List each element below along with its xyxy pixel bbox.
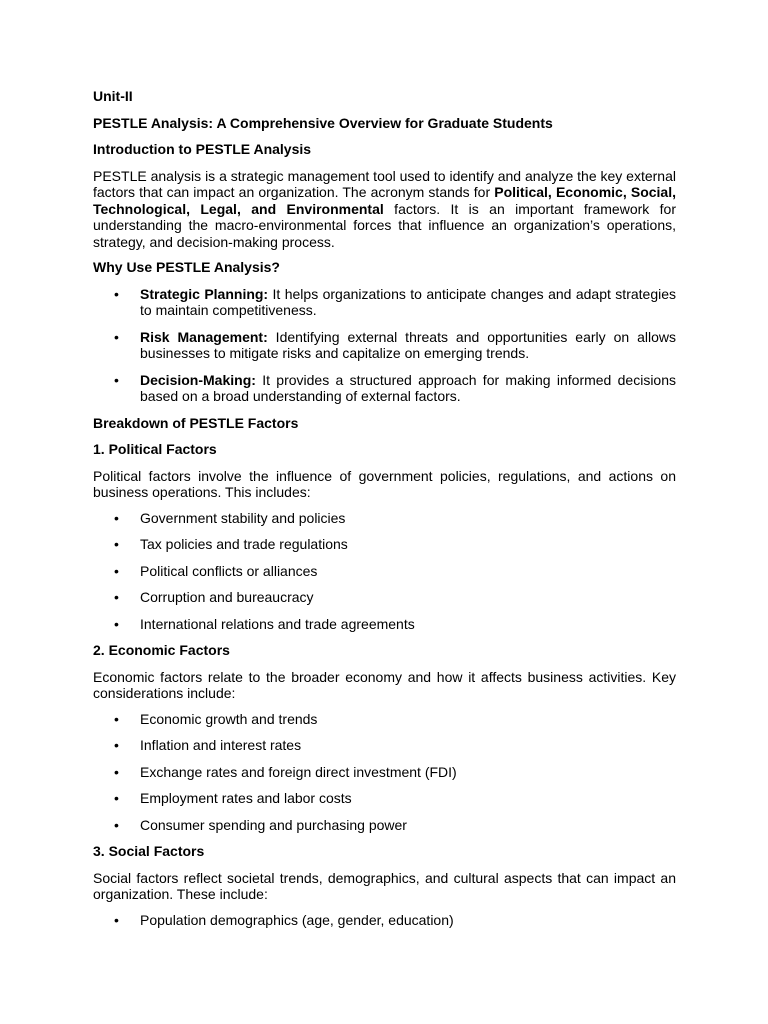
list-item — [93, 510, 676, 527]
bullet-icon: • — [114, 328, 119, 345]
economic-list — [93, 711, 676, 834]
list-item — [93, 286, 676, 319]
political-heading: 1. Political Factors — [93, 441, 217, 457]
why-list — [93, 286, 676, 405]
bullet-icon: • — [114, 710, 119, 727]
document-body — [93, 88, 676, 938]
list-item — [93, 817, 676, 834]
list-item — [93, 589, 676, 606]
economic-heading: 2. Economic Factors — [93, 642, 230, 658]
intro-bold-terms: Political, Economic, Social, Technological, Legal, and Environmental — [93, 184, 676, 217]
list-item-text: Employment rates and labor costs — [140, 790, 352, 806]
list-item — [93, 790, 676, 807]
political-intro: Political factors involve the influence of government policies, regulations, and actions on business operations. This includes: — [93, 467, 676, 500]
list-item-text: Political conflicts or alliances — [140, 562, 318, 579]
list-item-text: Identifying external threats and opportunities early on allows businesses to mitigate risks and capitalize on emerging trends. — [140, 328, 676, 361]
bullet-icon: • — [114, 589, 119, 605]
intro-text-after: factors. It is an important framework for understanding the macro-environmental forces that influence an organization’s operations, strategy, and decision-making process. — [93, 200, 677, 250]
list-item — [93, 737, 676, 754]
bullet-icon: • — [114, 536, 119, 552]
list-item-text: Corruption and bureaucracy — [140, 589, 314, 605]
bullet-icon: • — [114, 509, 119, 526]
social-intro: Social factors reflect societal trends, demographics, and cultural aspects that can impact an organization. These include: — [93, 869, 676, 902]
list-item-label: Risk Management: — [140, 328, 268, 345]
social-list — [93, 912, 676, 929]
list-item-text: Inflation and interest rates — [140, 737, 302, 753]
breakdown-heading: Breakdown of PESTLE Factors — [93, 414, 299, 431]
unit-label: Unit-II — [93, 88, 133, 104]
bullet-icon: • — [114, 562, 119, 579]
intro-paragraph — [93, 168, 676, 251]
bullet-icon: • — [114, 790, 119, 806]
bullet-icon: • — [114, 737, 119, 753]
bullet-icon: • — [114, 816, 119, 833]
bullet-icon: • — [114, 615, 119, 632]
list-item-text: Population demographics (age, gender, education) — [140, 911, 454, 928]
political-list — [93, 510, 676, 633]
bullet-icon: • — [114, 763, 119, 780]
bullet-icon: • — [114, 371, 119, 388]
list-item — [93, 536, 676, 553]
list-item-text: Exchange rates and foreign direct investment (FDI) — [140, 763, 457, 780]
list-item — [93, 616, 676, 633]
list-item-text: Government stability and policies — [140, 509, 346, 526]
why-heading: Why Use PESTLE Analysis? — [93, 259, 280, 275]
bullet-icon: • — [114, 285, 119, 302]
list-item-text: It provides a structured approach for making informed decisions based on a broad understanding of external factors. — [140, 371, 676, 404]
bullet-icon: • — [114, 911, 119, 928]
list-item-text: International relations and trade agreements — [140, 615, 415, 632]
list-item — [93, 372, 676, 405]
social-heading: 3. Social Factors — [93, 843, 205, 859]
list-item — [93, 563, 676, 580]
intro-heading: Introduction to PESTLE Analysis — [93, 141, 312, 157]
list-item — [93, 764, 676, 781]
list-item-text: It helps organizations to anticipate changes and adapt strategies to maintain competitiveness. — [140, 285, 677, 318]
list-item — [93, 329, 676, 362]
list-item — [93, 912, 676, 929]
list-item-label: Decision-Making: — [140, 371, 256, 388]
document-title: PESTLE Analysis: A Comprehensive Overview for Graduate Students — [93, 114, 553, 131]
intro-text-before: PESTLE analysis is a strategic management tool used to identify and analyze the key external factors that can impact an organization. The acronym stands for — [93, 167, 676, 200]
list-item-text: Tax policies and trade regulations — [140, 536, 348, 552]
list-item-label: Strategic Planning: — [140, 285, 269, 302]
economic-intro: Economic factors relate to the broader economy and how it affects business activities. Key considerations include: — [93, 668, 676, 701]
list-item — [93, 711, 676, 728]
list-item-text: Economic growth and trends — [140, 710, 318, 727]
list-item-text: Consumer spending and purchasing power — [140, 816, 407, 833]
